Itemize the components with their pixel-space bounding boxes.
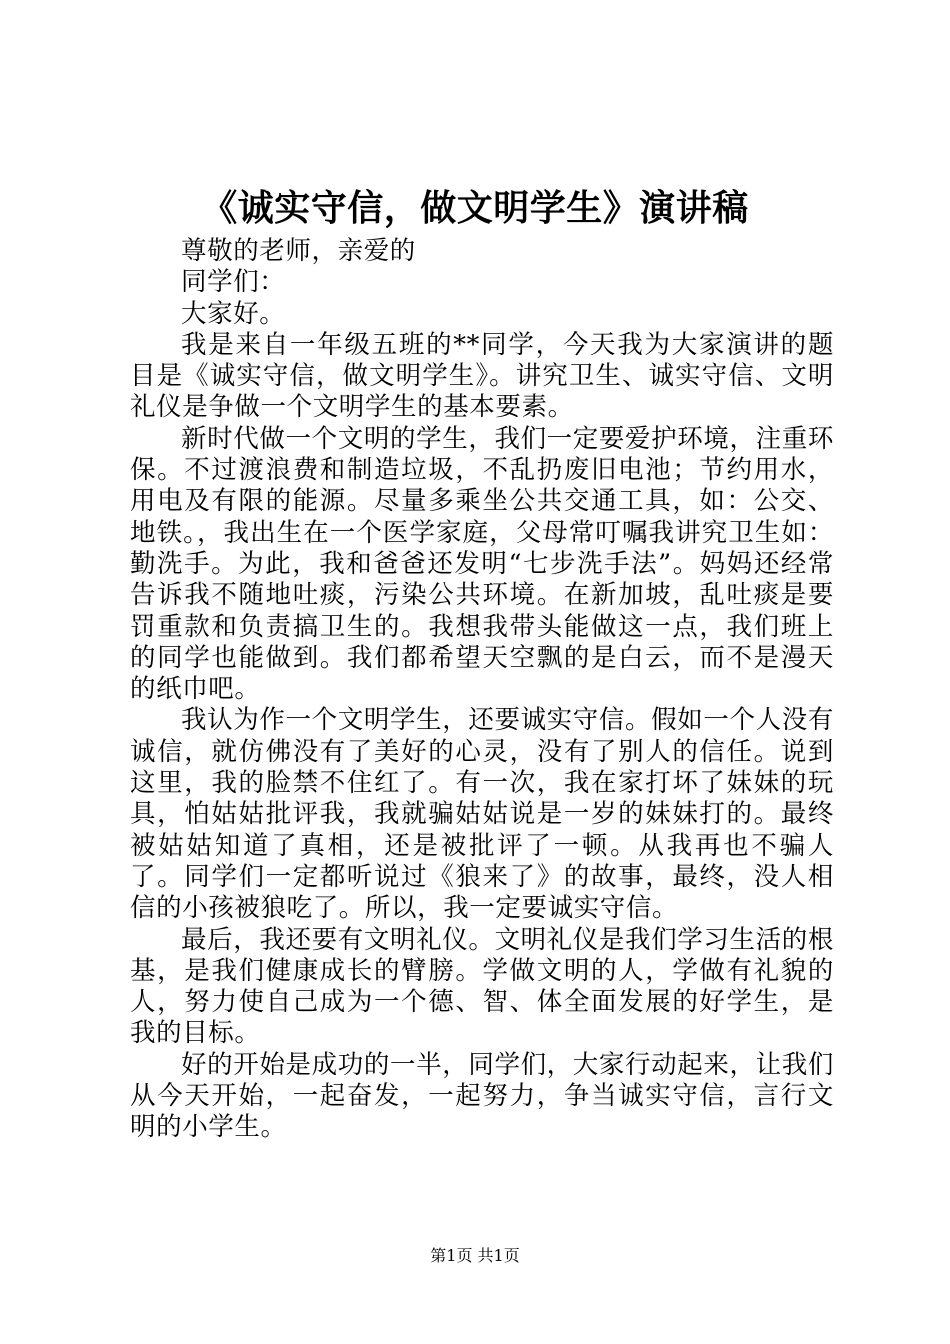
document-title: 《诚实守信，做文明学生》演讲稿 — [201, 187, 749, 229]
salutation-line-2: 同学们： — [181, 267, 286, 298]
paragraph-honesty: 我认为作一个文明学生，还要诚实守信。假如一个人没有诚信，就仿佛没有了美好的心灵，没有了别人的信任。说到这里，我的脸禁不住红了。有一次，我在家打坏了妹妹的玩具，怕姑姑批评我，我就骗姑姑说是一岁的妹妹打的。最终被姑姑知道了真相，还是被批评了一顿。从我再也不骗人了。同学们一定都听说过《狼来了》的故事，最终，没人相信的小孩被狼吃了。所以，我一定要诚实守信。 — [130, 705, 834, 924]
paragraph-environment-hygiene: 新时代做一个文明的学生，我们一定要爱护环境，注重环保。不过渡浪费和制造垃圾，不乱扔废旧电池；节约用水，用电及有限的能源。尽量多乘坐公共交通工具，如：公交、地铁。，我出生在一个医学家庭，父母常叮嘱我讲究卫生如：勤洗手。为此，我和爸爸还发明“七步洗手法”。妈妈还经常告诉我不随地吐痰，污染公共环境。在新加坡，乱吐痰是要罚重款和负责搞卫生的。我想我带头能做这一点，我们班上的同学也能做到。我们都希望天空飘的是白云，而不是漫天的纸巾吧。 — [130, 423, 834, 705]
page-footer: 第1页 共1页 — [430, 1246, 520, 1265]
paragraph-conclusion: 好的开始是成功的一半，同学们，大家行动起来，让我们从今天开始，一起奋发，一起努力，争当诚实守信，言行文明的小学生。 — [130, 1049, 834, 1143]
paragraph-etiquette: 最后，我还要有文明礼仪。文明礼仪是我们学习生活的根基，是我们健康成长的臂膀。学做文明的人，学做有礼貌的人，努力使自己成为一个德、智、体全面发展的好学生，是我的目标。 — [130, 924, 834, 1049]
paragraph-introduction: 我是来自一年级五班的**同学，今天我为大家演讲的题目是《诚实守信，做文明学生》。讲究卫生、诚实守信、文明礼仪是争做一个文明学生的基本要素。 — [130, 329, 834, 423]
document-body — [130, 236, 834, 1144]
salutation-line-1: 尊敬的老师，亲爱的 — [181, 236, 416, 266]
greeting: 大家好。 — [181, 298, 286, 329]
